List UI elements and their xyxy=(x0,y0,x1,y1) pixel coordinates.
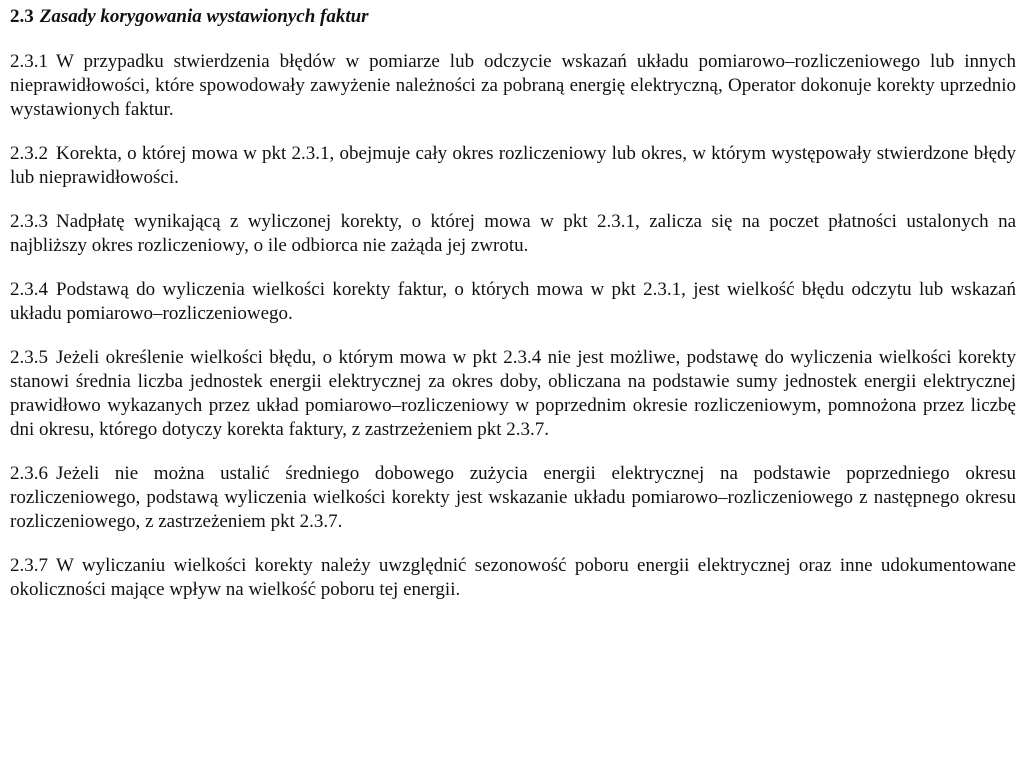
paragraph-2-3-6 xyxy=(10,462,1016,534)
paragraph-number: 2.3.4 xyxy=(10,279,48,300)
paragraph-text: Podstawą do wyliczenia wielkości korekty faktur, o których mowa w pkt 2.3.1, jest wielkość błędu odczytu lub wskazań układu pomiarowo–rozliczeniowego. xyxy=(10,279,1016,324)
section-number: 2.3 xyxy=(10,6,34,27)
paragraph-text: Korekta, o której mowa w pkt 2.3.1, obejmuje cały okres rozliczeniowy lub okres, w którym występowały stwierdzone błędy lub nieprawidłowości. xyxy=(10,143,1016,188)
paragraph-2-3-2 xyxy=(10,142,1016,190)
paragraph-number: 2.3.5 xyxy=(10,347,48,368)
section-title: Zasady korygowania wystawionych faktur xyxy=(39,6,369,27)
paragraph-number: 2.3.7 xyxy=(10,555,48,576)
paragraph-number: 2.3.6 xyxy=(10,463,48,484)
paragraph-2-3-3 xyxy=(10,210,1016,258)
section-heading xyxy=(10,4,1016,30)
paragraph-text: W wyliczaniu wielkości korekty należy uwzględnić sezonowość poboru energii elektrycznej oraz inne udokumentowane okoliczności mające wpływ na wielkość poboru tej energii. xyxy=(10,555,1016,600)
paragraph-number: 2.3.2 xyxy=(10,143,48,164)
paragraph-2-3-7 xyxy=(10,554,1016,602)
paragraph-text: Jeżeli nie można ustalić średniego dobowego zużycia energii elektrycznej na podstawie poprzedniego okresu rozliczeniowego, podstawą wyliczenia wielkości korekty jest wskazanie układu pomiarowo–rozliczeniowego z następnego okresu rozliczeniowego, z zastrzeżeniem pkt 2.3.7. xyxy=(10,463,1016,532)
paragraph-text: Jeżeli określenie wielkości błędu, o którym mowa w pkt 2.3.4 nie jest możliwe, podstawę do wyliczenia wielkości korekty stanowi średnia liczba jednostek energii elektrycznej za okres doby, obliczana na podstawie sumy jednostek energii elektrycznej prawidłowo wykazanych przez układ pomiarowo–rozliczeniowy w poprzednim okresie rozliczeniowym, pomnożona przez liczbę dni okresu, którego dotyczy korekta faktury, z zastrzeżeniem pkt 2.3.7. xyxy=(10,347,1016,440)
paragraph-text: Nadpłatę wynikającą z wyliczonej korekty, o której mowa w pkt 2.3.1, zalicza się na poczet płatności ustalonych na najbliższy okres rozliczeniowy, o ile odbiorca nie zażąda jej zwrotu. xyxy=(10,211,1016,256)
paragraph-2-3-1 xyxy=(10,50,1016,122)
paragraph-number: 2.3.3 xyxy=(10,211,48,232)
paragraph-number: 2.3.1 xyxy=(10,51,48,72)
paragraph-text: W przypadku stwierdzenia błędów w pomiarze lub odczycie wskazań układu pomiarowo–rozliczeniowego lub innych nieprawidłowości, które spowodowały zawyżenie należności za pobraną energię elektryczną, Operator dokonuje korekty uprzednio wystawionych faktur. xyxy=(10,51,1016,120)
paragraph-2-3-4 xyxy=(10,278,1016,326)
paragraph-2-3-5 xyxy=(10,346,1016,442)
